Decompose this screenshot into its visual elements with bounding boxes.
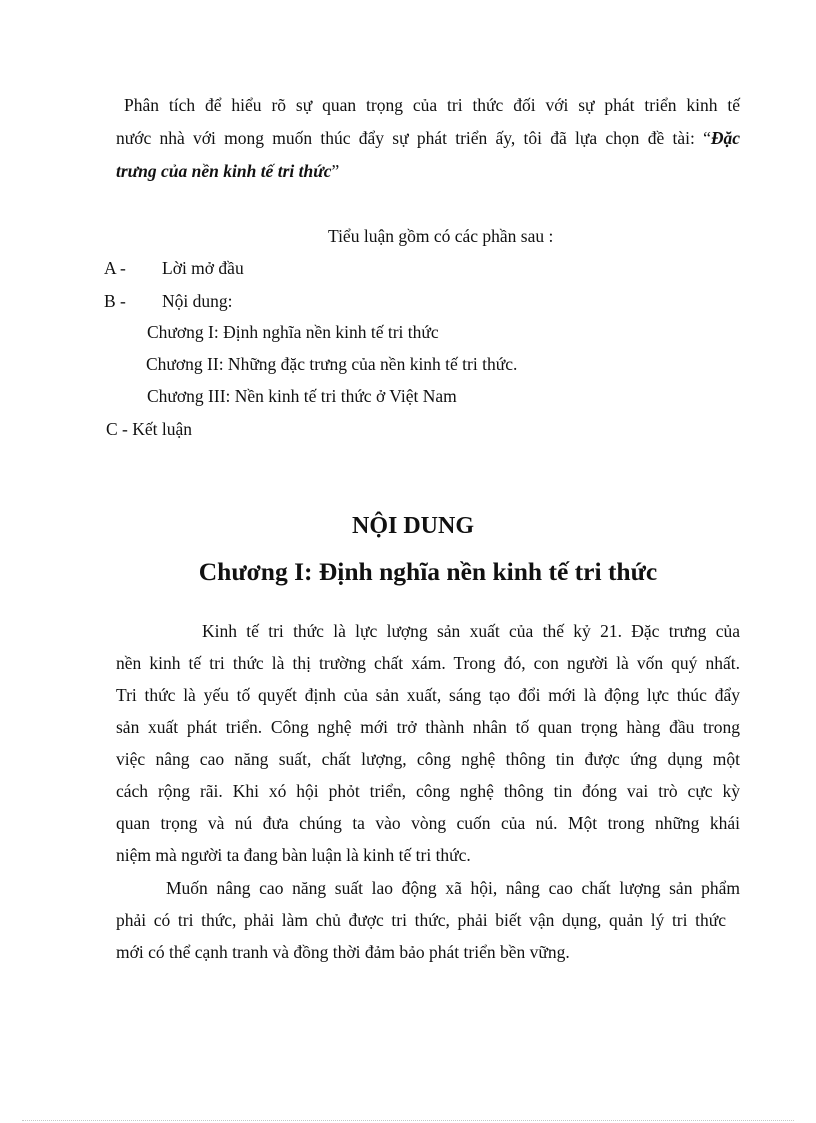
- para1-line-3: Tri thức là yếu tố quyết định của sản xuất, sáng tạo đổi mới là động lực thúc đẩy: [116, 685, 740, 705]
- para1-line-6: cách rộng rãi. Khi xó hội phỏt triển, công nghệ thông tin đóng vai trò cực kỳ: [116, 781, 740, 801]
- outline-label-b: Nội dung:: [162, 291, 233, 311]
- outline-chapter-3: Chương III: Nền kinh tế tri thức ở Việt Nam: [147, 386, 457, 406]
- outline-label-a: Lời mở đầu: [162, 258, 244, 278]
- para1-line-7: quan trọng và nú đưa chúng ta vào vòng cuốn của nú. Một trong những khái: [116, 813, 740, 833]
- intro-line-2-text: nước nhà với mong muốn thúc đẩy sự phát triển ấy, tôi đã lựa chọn đề tài: “: [116, 128, 711, 148]
- para1-line-1: Kinh tế tri thức là lực lượng sản xuất của thế kỷ 21. Đặc trưng của: [202, 621, 740, 641]
- page-bottom-rule: [22, 1120, 794, 1121]
- outline-marker-a: A -: [104, 258, 126, 278]
- para1-line-4: sản xuất phát triển. Công nghệ mới trở thành nhân tố quan trọng hàng đầu trong: [116, 717, 740, 737]
- para2-line-2: phải có tri thức, phải làm chủ được tri thức, phải biết vận dụng, quản lý tri thức: [116, 910, 726, 930]
- essay-title-part-2: trưng của nền kinh tế tri thức: [116, 161, 332, 181]
- essay-title-part-1: Đặc: [710, 128, 740, 148]
- intro-line-2: [116, 122, 740, 154]
- intro-line-3: [116, 155, 339, 187]
- chapter-title: Chương I: Định nghĩa nền kinh tế tri thức: [198, 557, 658, 586]
- para2-line-3: mới có thể cạnh tranh và đồng thời đảm bảo phát triển bền vững.: [116, 942, 570, 962]
- outline-marker-b: B -: [104, 291, 126, 311]
- closing-quote: ”: [331, 161, 340, 181]
- para1-line-5: việc nâng cao năng suất, chất lượng, công nghệ thông tin được ứng dụng một: [116, 749, 740, 769]
- para2-line-1: Muốn nâng cao năng suất lao động xã hội, nâng cao chất lượng sản phẩm: [166, 878, 740, 898]
- outline-chapter-1: Chương I: Định nghĩa nền kinh tế tri thức: [147, 322, 439, 342]
- section-title: NỘI DUNG: [351, 513, 474, 539]
- outline-heading: Tiểu luận gồm có các phần sau :: [328, 226, 554, 246]
- outline-conclusion: C - Kết luận: [106, 419, 193, 439]
- outline-chapter-2: Chương II: Những đặc trưng của nền kinh tế tri thức.: [146, 354, 518, 374]
- intro-line-1: Phân tích để hiểu rõ sự quan trọng của tri thức đối với sự phát triển kinh tế: [124, 95, 740, 115]
- para1-line-8: niệm mà người ta đang bàn luận là kinh tế tri thức.: [116, 845, 471, 865]
- para1-line-2: nền kinh tế tri thức là thị trường chất xám. Trong đó, con người là vốn quý nhất.: [116, 653, 740, 673]
